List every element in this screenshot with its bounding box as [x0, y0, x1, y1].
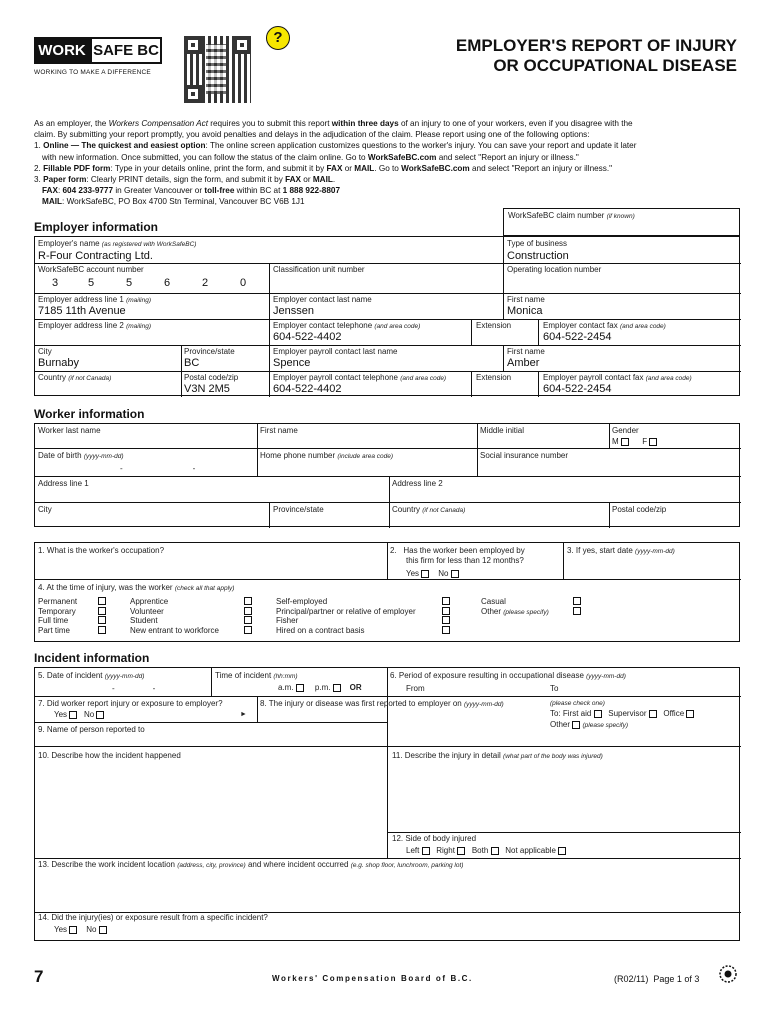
worker-address1-field[interactable] — [36, 489, 386, 499]
worker-address2-field[interactable] — [390, 489, 738, 499]
account-number-label: WorkSafeBC account number — [38, 265, 144, 274]
q7-yes-checkbox[interactable] — [69, 711, 77, 719]
claim-number-label: WorkSafeBC claim number (if known) — [508, 211, 635, 220]
student-checkbox[interactable] — [244, 616, 252, 624]
title-line-1: EMPLOYER'S REPORT OF INJURY — [455, 36, 737, 55]
worker-section-title: Worker information — [34, 407, 145, 421]
start-date-field[interactable] — [566, 558, 738, 576]
q4-col3 — [276, 597, 450, 635]
q4-col4 — [481, 597, 581, 617]
status-contract: Hired on a contract basis — [276, 626, 450, 636]
worker-country-label: Country (if not Canada) — [392, 505, 466, 514]
qr-code-icon — [184, 36, 251, 103]
account-digit: 6 — [163, 277, 171, 289]
status-fisher: Fisher — [276, 616, 450, 626]
page-mark: 7 — [34, 967, 44, 986]
q6-label: 6. Period of exposure resulting in occupational disease (yyyy-mm-dd) — [390, 671, 626, 680]
worksafebc-logo — [34, 37, 162, 65]
intro-line-1: As an employer, the Workers Compensation Act requires you to submit this report within three days of an injury to one of your workers, even if you disagree with the — [34, 119, 633, 128]
status-principal: Principal/partner or relative of employer — [276, 607, 450, 617]
worker-province-field[interactable] — [270, 515, 386, 525]
permanent-checkbox[interactable] — [98, 597, 106, 605]
worker-last-name-field[interactable] — [36, 436, 254, 446]
gender-f-checkbox[interactable] — [649, 438, 657, 446]
other-status-checkbox[interactable] — [573, 607, 581, 615]
worker-address1-label: Address line 1 — [38, 479, 89, 488]
classification-unit-field[interactable] — [270, 275, 502, 291]
operating-location-label: Operating location number — [507, 265, 602, 274]
worker-city-label: City — [38, 505, 52, 514]
q7-options: Yes No — [54, 710, 104, 719]
gender-options: M F — [612, 437, 657, 446]
worker-postal-field[interactable] — [610, 515, 738, 525]
incident-description-field[interactable] — [36, 762, 382, 856]
middle-initial-label: Middle initial — [480, 426, 525, 435]
q13-label: 13. Describe the work incident location (address, city, province) and where incident occurred (e.g. shop floor, lunchroom, parking lot) — [38, 860, 464, 869]
q10-label: 10. Describe how the incident happened — [38, 751, 181, 760]
exposure-to-label: To — [550, 684, 559, 693]
not-applicable-checkbox[interactable] — [558, 847, 566, 855]
q1-occupation-label: 1. What is the worker's occupation? — [38, 546, 165, 555]
contact-fax-field[interactable]: 604-522-2454 — [543, 331, 612, 343]
business-type-label: Type of business — [507, 239, 568, 248]
home-phone-label: Home phone number (include area code) — [260, 451, 394, 460]
contact-telephone-field[interactable]: 604-522-4402 — [273, 331, 342, 343]
fax-line: FAX: 604 233-9777 in Greater Vancouver or toll-free within BC at 1 888 922-8807 — [42, 186, 341, 196]
right-side-checkbox[interactable] — [457, 847, 465, 855]
casual-checkbox[interactable] — [573, 597, 581, 605]
arrow-right-icon: ► — [240, 711, 247, 718]
worksafebc-link-2[interactable]: WorkSafeBC.com — [401, 163, 470, 173]
status-self-employed: Self-employed — [276, 597, 450, 607]
q14-yes-checkbox[interactable] — [69, 926, 77, 934]
option-paper: 3. Paper form: Clearly PRINT details, sign the form, and submit it by FAX or MAIL. — [34, 175, 336, 185]
account-digit: 0 — [239, 277, 247, 289]
status-other: Other (please specify) — [481, 607, 581, 618]
q5-date-label: 5. Date of incident (yyyy-mm-dd) — [38, 671, 145, 680]
worker-address2-label: Address line 2 — [392, 479, 443, 488]
board-name: Workers' Compensation Board of B.C. — [272, 974, 473, 983]
contract-checkbox[interactable] — [442, 626, 450, 634]
contact-telephone-label: Employer contact telephone (and area code) — [273, 321, 421, 330]
employer-name-label: Employer's name (as registered with WorkSafeBC) — [38, 239, 197, 248]
worker-postal-label: Postal code/zip — [612, 505, 667, 514]
q12-label: 12. Side of body injured — [392, 834, 477, 843]
logo-box-work — [34, 37, 90, 64]
q4-col1 — [38, 597, 106, 635]
injury-description-field[interactable] — [390, 762, 738, 830]
full-time-checkbox[interactable] — [98, 616, 106, 624]
payroll-telephone-label: Employer payroll contact telephone (and area code) — [273, 373, 447, 382]
option-online-cont: with new information. Once submitted, you can follow the status of the claim online. Go to WorkSafeBC.com and select "Report an injury or illness." — [42, 152, 579, 162]
q7-no-checkbox[interactable] — [96, 711, 104, 719]
contact-first-name-label: First name — [507, 295, 545, 304]
q14-label: 14. Did the injury(ies) or exposure result from a specific incident? — [38, 913, 268, 922]
sin-label: Social insurance number — [480, 451, 569, 460]
form-title — [380, 36, 737, 76]
q2-options: Yes No — [406, 569, 459, 578]
help-glyph: ? — [273, 29, 283, 46]
temporary-checkbox[interactable] — [98, 607, 106, 615]
q2-no-checkbox[interactable] — [451, 570, 459, 578]
postal-code-field[interactable]: V3N 2M5 — [184, 383, 230, 395]
mail-line: MAIL: WorkSafeBC, PO Box 4700 Stn Terminal, Vancouver BC V6B 1J1 — [42, 197, 305, 207]
principal-checkbox[interactable] — [442, 607, 450, 615]
new-entrant-checkbox[interactable] — [244, 626, 252, 634]
q4-label: 4. At the time of injury, was the worker (check all that apply) — [38, 583, 235, 592]
worksafebc-link[interactable]: WorkSafeBC.com — [367, 152, 437, 162]
worker-last-name-label: Worker last name — [38, 426, 101, 435]
status-part-time: Part time — [38, 626, 106, 636]
am-checkbox[interactable] — [296, 684, 304, 692]
payroll-fax-field[interactable]: 604-522-2454 — [543, 383, 612, 395]
contact-fax-label: Employer contact fax (and area code) — [543, 321, 666, 330]
page-info: (R02/11) Page 1 of 3 — [614, 974, 700, 984]
reported-to-options: To: First aid Supervisor Office — [550, 709, 694, 718]
payroll-extension-label: Extension — [476, 373, 512, 382]
q3-start-date-label: 3. If yes, start date (yyyy-mm-dd) — [567, 546, 675, 555]
self-employed-checkbox[interactable] — [442, 597, 450, 605]
volunteer-checkbox[interactable] — [244, 607, 252, 615]
sin-field[interactable] — [478, 462, 738, 472]
employer-address1-field[interactable]: 7185 11th Avenue — [38, 305, 126, 317]
account-digit: 2 — [201, 277, 209, 289]
q2-label: 2. Has the worker been employed by this firm for less than 12 months? — [390, 546, 525, 565]
side-of-body-options: Left Right Both Not applicable — [406, 846, 566, 855]
business-type-field[interactable]: Construction — [507, 250, 569, 262]
intro-line-2: claim. By submitting your report promptly, you avoid penalties and delays in the adjudication of the claim. Please report using one of the following options: — [34, 130, 590, 140]
intro-text — [34, 118, 744, 208]
payroll-fax-label: Employer payroll contact fax (and area code) — [543, 373, 692, 382]
reported-other-checkbox[interactable] — [572, 721, 580, 729]
fisher-checkbox[interactable] — [442, 616, 450, 624]
pm-checkbox[interactable] — [333, 684, 341, 692]
q11-label: 11. Describe the injury in detail (what part of the body was injured) — [392, 751, 603, 760]
employer-section-title: Employer information — [34, 220, 159, 234]
classification-unit-label: Classification unit number — [273, 265, 365, 274]
exposure-from-label: From — [406, 684, 425, 693]
contact-last-name-label: Employer contact last name — [273, 295, 372, 304]
status-casual: Casual — [481, 597, 581, 607]
title-line-2: OR OCCUPATIONAL DISEASE — [493, 56, 737, 75]
payroll-telephone-field[interactable]: 604-522-4402 — [273, 383, 342, 395]
status-apprentice: Apprentice — [130, 597, 252, 607]
contact-last-name-field[interactable]: Jenssen — [273, 305, 314, 317]
apprentice-checkbox[interactable] — [244, 597, 252, 605]
home-phone-field[interactable] — [258, 462, 474, 472]
occupation-field[interactable] — [36, 558, 382, 576]
claim-number-field[interactable] — [503, 208, 740, 236]
contact-extension-label: Extension — [476, 321, 512, 330]
worker-city-field[interactable] — [36, 515, 266, 525]
incident-section-title: Incident information — [34, 651, 150, 665]
q14-options: Yes No — [54, 925, 107, 934]
city-field[interactable]: Burnaby — [38, 357, 79, 369]
q14-no-checkbox[interactable] — [99, 926, 107, 934]
supervisor-checkbox[interactable] — [649, 710, 657, 718]
payroll-first-name-field[interactable]: Amber — [507, 357, 540, 369]
country-label: Country (if not Canada) — [38, 373, 112, 382]
status-temporary: Temporary — [38, 607, 106, 617]
logo-work-text: WORK — [38, 42, 86, 59]
logo-safe-text: SAFE BC — [93, 42, 159, 59]
logo-tagline: WORKING TO MAKE A DIFFERENCE — [34, 69, 151, 76]
recycle-stamp-icon — [718, 964, 738, 984]
account-number-field[interactable] — [38, 277, 266, 289]
option-online: 1. Online — The quickest and easiest option: The online screen application customizes questions to the worker's injury. You can save your report and update it later — [34, 141, 637, 151]
employer-address2-label: Employer address line 2 (mailing) — [38, 321, 151, 330]
dob-field[interactable]: - - — [120, 464, 196, 473]
account-digit: 3 — [51, 277, 59, 289]
worker-country-field[interactable] — [390, 515, 606, 525]
province-label: Province/state — [184, 347, 235, 356]
incident-location-field[interactable] — [36, 872, 738, 908]
payroll-first-name-label: First name — [507, 347, 545, 356]
both-sides-checkbox[interactable] — [491, 847, 499, 855]
status-full-time: Full time — [38, 616, 106, 626]
incident-date-field[interactable]: - - — [112, 684, 156, 693]
worker-first-name-field[interactable] — [258, 436, 474, 446]
q7-label: 7. Did worker report injury or exposure to employer? — [38, 699, 223, 708]
contact-first-name-field[interactable]: Monica — [507, 305, 543, 317]
reported-other-option: Other (please specify) — [550, 720, 629, 729]
worker-first-name-label: First name — [260, 426, 298, 435]
dob-label: Date of birth (yyyy-mm-dd) — [38, 451, 124, 460]
part-time-checkbox[interactable] — [98, 626, 106, 634]
status-student: Student — [130, 616, 252, 626]
q2-yes-checkbox[interactable] — [421, 570, 429, 578]
province-field[interactable]: BC — [184, 357, 200, 369]
office-checkbox[interactable] — [686, 710, 694, 718]
account-digit: 5 — [87, 277, 95, 289]
status-volunteer: Volunteer — [130, 607, 252, 617]
gender-label: Gender — [612, 426, 639, 435]
option-pdf: 2. Fillable PDF form: Type in your details online, print the form, and submit it by FAX or MAIL. Go to WorkSafeBC.com and select "Report an injury or illness." — [34, 163, 613, 173]
employer-name-field[interactable]: R-Four Contracting Ltd. — [38, 250, 153, 262]
payroll-last-name-field[interactable]: Spence — [273, 357, 311, 369]
payroll-last-name-label: Employer payroll contact last name — [273, 347, 398, 356]
person-reported-to-field[interactable] — [36, 734, 382, 744]
time-ampm-options: a.m. p.m. OR — [278, 683, 362, 692]
city-label: City — [38, 347, 52, 356]
q4-col2 — [130, 597, 252, 635]
q9-label: 9. Name of person reported to — [38, 725, 145, 734]
employer-address2-field[interactable] — [36, 331, 266, 345]
first-aid-checkbox[interactable] — [594, 710, 602, 718]
account-digit: 5 — [125, 277, 133, 289]
left-side-checkbox[interactable] — [422, 847, 430, 855]
q8-label: 8. The injury or disease was first reported to employer on (yyyy-mm-dd) — [260, 699, 504, 708]
help-icon[interactable] — [266, 26, 290, 50]
status-permanent: Permanent — [38, 597, 106, 607]
gender-m-checkbox[interactable] — [621, 438, 629, 446]
time-label: Time of incident (hh:mm) — [215, 671, 298, 680]
employer-address1-label: Employer address line 1 (mailing) — [38, 295, 151, 304]
postal-code-label: Postal code/zip — [184, 373, 239, 382]
worker-province-label: Province/state — [273, 505, 324, 514]
logo-box-safe — [90, 37, 162, 64]
status-new-entrant: New entrant to workforce — [130, 626, 252, 636]
operating-location-field[interactable] — [504, 275, 739, 291]
check-one-hint: (please check one) — [550, 700, 605, 707]
